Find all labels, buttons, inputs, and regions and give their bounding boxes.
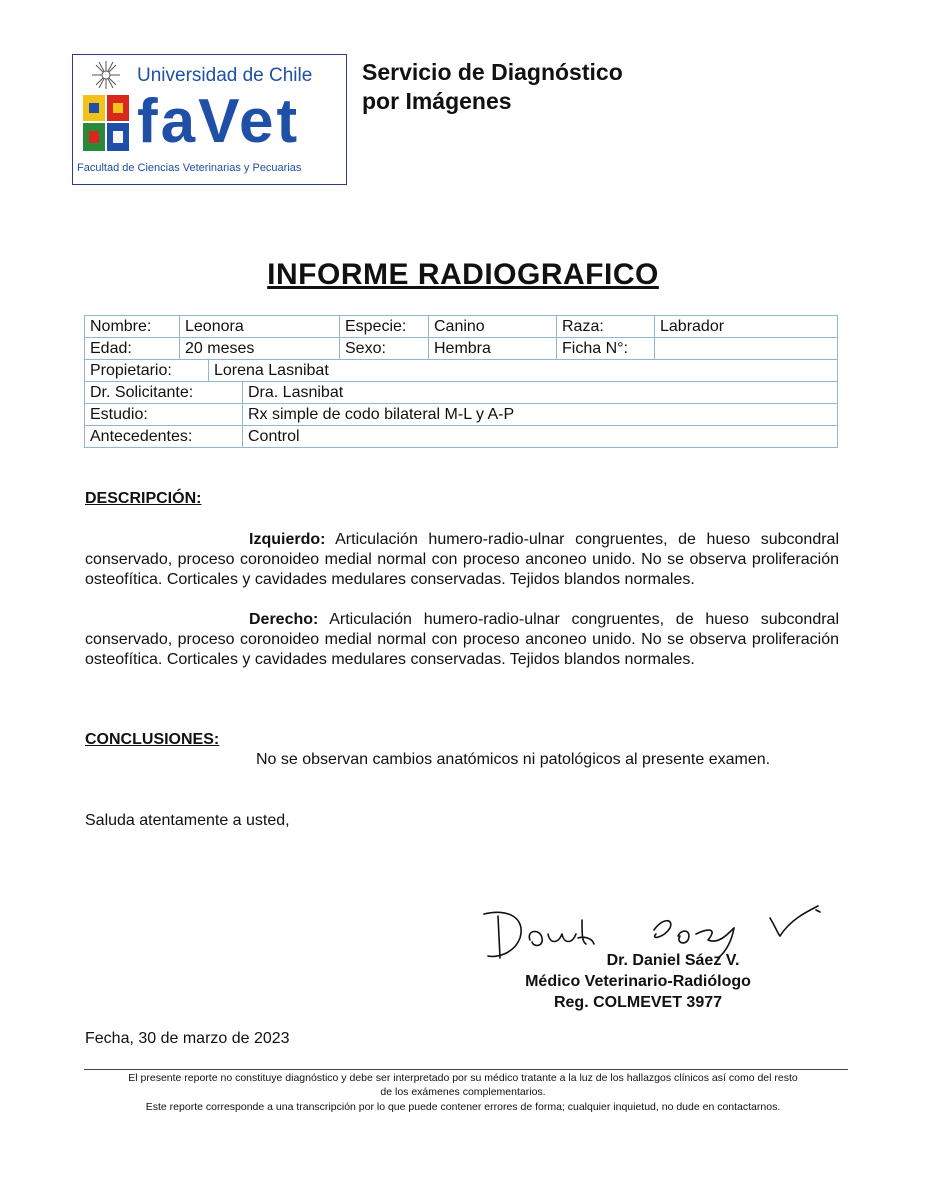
- antecedentes-label: Antecedentes:: [85, 426, 243, 447]
- nombre-label: Nombre:: [85, 316, 180, 338]
- conclusiones-heading: CONCLUSIONES:: [85, 731, 220, 748]
- especie-value: Canino: [429, 316, 557, 338]
- sexo-value: Hembra: [429, 338, 557, 360]
- faculty-name: Facultad de Ciencias Veterinarias y Pecuarias: [77, 162, 302, 174]
- service-line-1: Servicio de Diagnóstico: [362, 59, 623, 85]
- disclaimer-line-1: El presente reporte no constituye diagnóstico y debe ser interpretado por su médico tratante a la luz de los hallazgos clínicos así como del resto: [128, 1072, 798, 1084]
- conclusiones-text: No se observan cambios anatómicos ni patológicos al presente examen.: [256, 751, 771, 768]
- report-title: INFORME RADIOGRAFICO: [267, 258, 659, 291]
- nombre-value: Leonora: [180, 316, 340, 338]
- patient-info-table: [84, 315, 838, 448]
- university-name: Universidad de Chile: [137, 65, 313, 86]
- descripcion-derecho: [85, 610, 839, 670]
- table-row: [85, 382, 838, 404]
- raza-label: Raza:: [557, 316, 655, 338]
- signer-name: Dr. Daniel Sáez V.: [606, 952, 740, 969]
- sexo-label: Sexo:: [340, 338, 429, 360]
- solicitante-value: Dra. Lasnibat: [248, 383, 344, 401]
- footer-divider: [84, 1069, 848, 1070]
- ficha-label: Ficha N°:: [557, 338, 655, 360]
- table-row: [85, 338, 838, 360]
- service-name: [362, 58, 623, 116]
- edad-label: Edad:: [85, 338, 180, 360]
- descripcion-izquierdo: [85, 530, 839, 590]
- estudio-label: Estudio:: [85, 404, 243, 425]
- service-line-2: por Imágenes: [362, 88, 512, 114]
- faculty-brand: faVet: [137, 87, 301, 156]
- derecho-label: Derecho:: [249, 611, 319, 628]
- ficha-value: [655, 338, 838, 360]
- izquierdo-text: Articulación humero-radio-ulnar congruentes, de hueso subcondral conservado, proceso coronoideo medial normal con proceso anconeo unido. No se observa proliferación osteofítica. Corticales y cavidades medulares conservadas. Tejidos blandos normales.: [85, 531, 839, 588]
- propietario-label: Propietario:: [85, 360, 209, 381]
- table-row: [85, 316, 838, 338]
- report-date: Fecha, 30 de marzo de 2023: [85, 1030, 290, 1047]
- table-row: [85, 360, 838, 382]
- propietario-value: Lorena Lasnibat: [214, 361, 329, 379]
- university-crest-icon: [79, 59, 133, 159]
- disclaimer-line-2: de los exámenes complementarios.: [380, 1086, 546, 1098]
- signature-block: [488, 950, 788, 1013]
- descripcion-heading: DESCRIPCIÓN:: [85, 490, 202, 507]
- derecho-text: Articulación humero-radio-ulnar congruentes, de hueso subcondral conservado, proceso coronoideo medial normal con proceso anconeo unido. No se observa proliferación osteofítica. Corticales y cavidades medulares conservadas. Tejidos blandos normales.: [85, 611, 839, 668]
- favet-logo: [72, 54, 347, 185]
- table-row: [85, 426, 838, 448]
- especie-label: Especie:: [340, 316, 429, 338]
- izquierdo-label: Izquierdo:: [249, 531, 326, 548]
- antecedentes-value: Control: [248, 427, 300, 445]
- estudio-value: Rx simple de codo bilateral M-L y A-P: [248, 405, 515, 423]
- solicitante-label: Dr. Solicitante:: [85, 382, 243, 403]
- table-row: [85, 404, 838, 426]
- disclaimer-line-3: Este reporte corresponde a una transcripción por lo que puede contener errores de forma; cualquier inquietud, no dude en contactarnos.: [145, 1101, 781, 1113]
- raza-value: Labrador: [655, 316, 838, 338]
- signer-title: Médico Veterinario-Radiólogo: [525, 973, 751, 990]
- signer-registration: Reg. COLMEVET 3977: [553, 994, 723, 1011]
- edad-value: 20 meses: [180, 338, 340, 360]
- greeting: Saluda atentamente a usted,: [85, 812, 290, 829]
